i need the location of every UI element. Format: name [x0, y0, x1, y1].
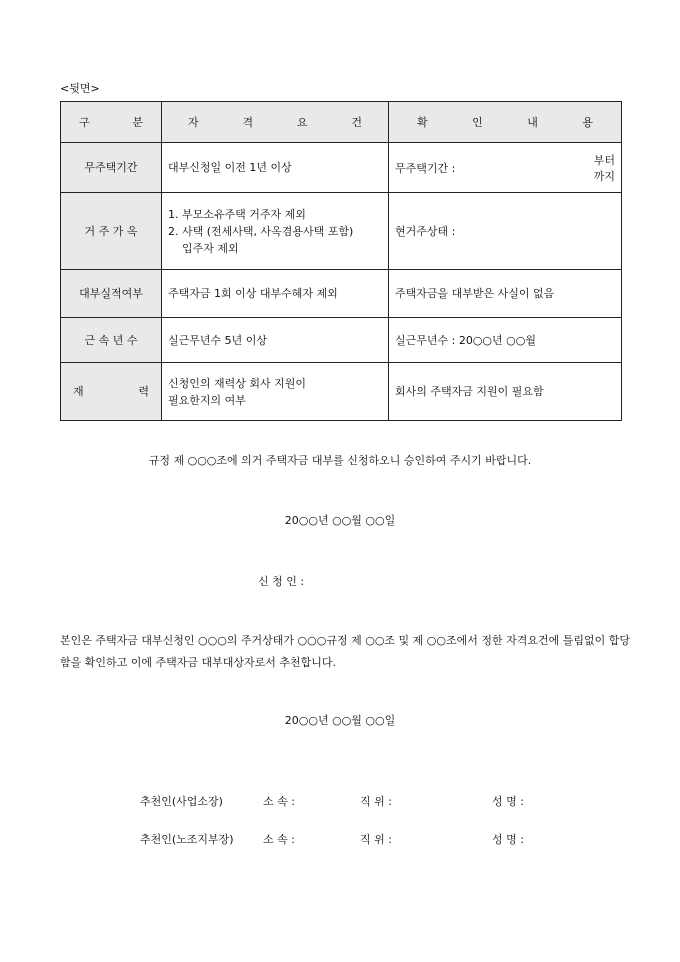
row-requirement: 신청인의 재력상 회사 지원이 필요한지의 여부 — [162, 363, 389, 421]
name-field: 성 명 : — [492, 795, 524, 808]
position-field: 직 위 : — [360, 795, 392, 808]
row-category: 재 력 — [61, 363, 162, 421]
applicant-signature-line: 신 청 인 : — [258, 575, 305, 588]
recommendation-statement: 본인은 주택자금 대부신청인 ○○○의 주거상태가 ○○○규정 제 ○○조 및 제 ○○조에서 정한 자격요건에 틀림없이 합당함을 확인하고 이에 주택자금 대부대상자로서 추천합니다. — [60, 634, 630, 669]
row-confirmation: 현거주상태 : — [389, 193, 622, 270]
header-category: 구 분 — [61, 102, 162, 143]
affiliation-field: 소 속 : — [263, 833, 295, 846]
row-category: 거 주 가 옥 — [61, 193, 162, 270]
table-row — [61, 143, 622, 193]
row-category: 대부실적여부 — [61, 270, 162, 318]
row-confirmation — [389, 143, 622, 193]
table-row — [61, 193, 622, 270]
list-item: 입주자 제외 — [182, 241, 239, 255]
table-row — [61, 318, 622, 363]
recommender-role: 추천인(사업소장) — [140, 795, 223, 808]
header-confirmation: 확 인 내 용 — [389, 102, 622, 143]
period-from: 부터 — [593, 153, 615, 167]
row-confirmation: 실근무년수 : 20○○년 ○○월 — [389, 318, 622, 363]
row-requirement: 주택자금 1회 이상 대부수혜자 제외 — [162, 270, 389, 318]
application-statement: 규정 제 ○○○조에 의거 주택자금 대부를 신청하오니 승인하여 주시기 바랍니다. — [148, 454, 532, 467]
position-field: 직 위 : — [360, 833, 392, 846]
back-side-label: <뒷면> — [60, 82, 100, 95]
list-item: 2. 사택 (전세사택, 사옥겸용사택 포함) — [168, 224, 354, 238]
table-header-row — [61, 102, 622, 143]
application-date: 20○○년 ○○월 ○○일 — [284, 514, 396, 527]
row-confirmation: 주택자금을 대부받은 사실이 없음 — [389, 270, 622, 318]
row-confirmation: 회사의 주택자금 지원이 필요함 — [389, 363, 622, 421]
qualification-table — [60, 101, 622, 421]
row-requirement: 실근무년수 5년 이상 — [162, 318, 389, 363]
table-row — [61, 363, 622, 421]
row-requirement — [162, 193, 389, 270]
table-row — [61, 270, 622, 318]
row-category: 근 속 년 수 — [61, 318, 162, 363]
recommendation-date: 20○○년 ○○월 ○○일 — [284, 714, 396, 727]
period-label: 무주택기간 : — [395, 161, 456, 175]
period-to: 까지 — [593, 169, 615, 183]
header-requirement: 자 격 요 건 — [162, 102, 389, 143]
name-field: 성 명 : — [492, 833, 524, 846]
recommender-role: 추천인(노조지부장) — [140, 833, 234, 846]
requirement-list — [168, 206, 382, 257]
row-requirement: 대부신청일 이전 1년 이상 — [162, 143, 389, 193]
affiliation-field: 소 속 : — [263, 795, 295, 808]
list-item: 1. 부모소유주택 거주자 제외 — [168, 207, 306, 221]
row-category: 무주택기간 — [61, 143, 162, 193]
